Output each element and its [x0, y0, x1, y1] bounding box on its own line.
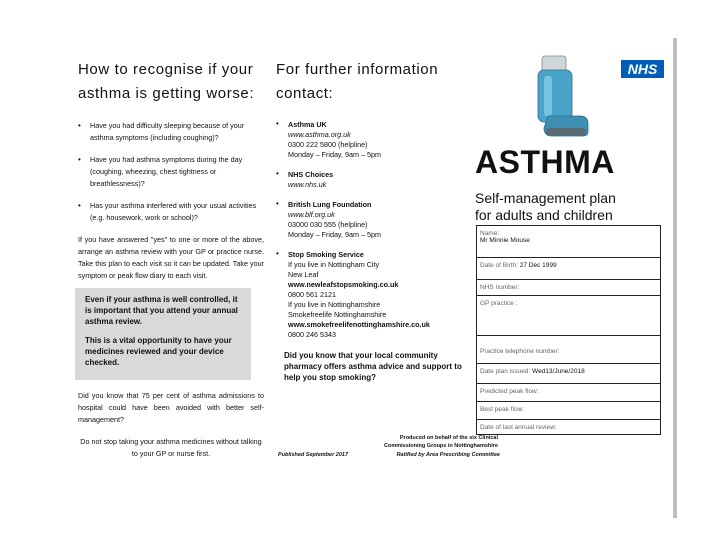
- list-item: • Has your asthma interfered with your usual activities (e.g. housework, work or school)?: [78, 200, 264, 224]
- ratified-by: Ratified by Area Prescribing Committee: [396, 452, 500, 458]
- contact-phone: 03000 030 555 (helpline): [288, 220, 368, 229]
- production-note: [278, 434, 498, 450]
- page-title: ASTHMA: [475, 144, 615, 180]
- contact-name: • Stop Smoking Service: [288, 250, 364, 259]
- review-advice-paragraph: If you have answered "yes" to one or more of the above, arrange an asthma review with your GP or practice nurse. Take this plan to each visit so it can be updated. Take your symptom or peak flow diary to each visit.: [78, 235, 264, 280]
- further-info-column: [276, 58, 466, 383]
- contact-list: [276, 120, 466, 340]
- publication-row: [278, 452, 500, 458]
- contact-name: • British Lung Foundation: [288, 200, 372, 209]
- contact-area-city: If you live in Nottingham City: [288, 260, 380, 269]
- production-note-line1: Produced on behalf of the six Clinical: [399, 435, 498, 441]
- inhaler-icon: [522, 54, 594, 138]
- contact-website-link[interactable]: www.asthma.org.uk: [288, 130, 351, 139]
- best-peak-flow-field[interactable]: [477, 401, 660, 419]
- published-date: Published September 2017: [278, 452, 348, 458]
- last-review-date-field[interactable]: [477, 419, 660, 436]
- contact-service-name: New Leaf: [288, 270, 319, 279]
- contact-service-name: Smokefreelife Nottinghamshire: [288, 310, 387, 319]
- patient-details-form: [476, 225, 661, 435]
- contact-stop-smoking-service: [276, 250, 466, 340]
- admissions-fact-paragraph: Did you know that 75 per cent of asthma admissions to hospital could have been avoided with better self-management?: [78, 391, 264, 424]
- field-label: GP practice :: [480, 300, 518, 307]
- dob-value: 27 Dec 1999: [519, 262, 557, 269]
- info-heading-line2: contact:: [276, 85, 334, 102]
- warning-heading-line1: How to recognise if your: [78, 61, 254, 78]
- field-label: Name:: [480, 230, 500, 237]
- issued-field-label: [480, 368, 585, 375]
- field-label: Best peak flow:: [480, 406, 525, 413]
- contact-asthma-uk: [276, 120, 466, 160]
- contact-website-link[interactable]: www.blf.org.uk: [288, 210, 335, 219]
- date-plan-issued-field[interactable]: [477, 363, 660, 383]
- further-info-heading: [276, 58, 466, 106]
- contact-hours: Monday – Friday, 9am – 5pm: [288, 150, 381, 159]
- contact-website-link[interactable]: www.nhs.uk: [288, 180, 327, 189]
- gp-practice-field[interactable]: [477, 295, 660, 335]
- subtitle-line1: Self-management plan: [475, 190, 616, 206]
- field-label: Predicted peak flow:: [480, 388, 539, 395]
- warning-signs-list: [78, 120, 264, 224]
- name-value: Mr Minnie Mouse: [480, 237, 530, 244]
- page-subtitle: [475, 190, 675, 224]
- contact-phone: 0300 222 5800 (helpline): [288, 140, 368, 149]
- practice-telephone-field[interactable]: [477, 335, 660, 363]
- warning-heading-line2: asthma is getting worse:: [78, 85, 255, 102]
- info-heading-line1: For further information: [276, 61, 439, 78]
- field-label: Date of last annual review:: [480, 424, 557, 431]
- field-label: Practice telephone number:: [480, 348, 560, 355]
- contact-phone: 0800 246 5343: [288, 330, 336, 339]
- publication-footer: [278, 434, 500, 458]
- subtitle-line2: for adults and children: [475, 207, 613, 223]
- name-field[interactable]: [477, 226, 660, 257]
- annual-review-box: [75, 288, 251, 380]
- page-edge-shadow: [673, 38, 677, 518]
- nhs-number-field[interactable]: [477, 279, 660, 295]
- field-label: NHS number:: [480, 284, 520, 291]
- contact-name: • NHS Choices: [288, 170, 334, 179]
- contact-name: • Asthma UK: [288, 120, 327, 129]
- contact-website-link[interactable]: www.newleafstopsmoking.co.uk: [288, 280, 399, 289]
- contact-nhs-choices: [276, 170, 466, 190]
- dob-field-label: [480, 262, 557, 269]
- issued-value: Wed13/June/2018: [532, 368, 585, 375]
- annual-review-text: Even if your asthma is well controlled, it is important that you attend your annual asthma review.: [85, 295, 238, 326]
- contact-phone: 0800 561 2121: [288, 290, 336, 299]
- contact-website-link[interactable]: www.smokefreelifenottinghamshire.co.uk: [288, 320, 430, 329]
- nhs-logo: NHS: [621, 60, 664, 78]
- warning-signs-column: [78, 58, 264, 460]
- name-field-label: [480, 230, 530, 244]
- field-label: Date of Birth:: [480, 262, 518, 269]
- pharmacy-note: Did you know that your local community pharmacy offers asthma advice and support to help you stop smoking?: [284, 351, 462, 382]
- medicine-review-text: This is a vital opportunity to have your medicines reviewed and your device checked.: [85, 336, 232, 367]
- field-label: Date plan issued:: [480, 368, 531, 375]
- list-item: • Have you had difficulty sleeping because of your asthma symptoms (including coughing)?: [78, 120, 264, 144]
- contact-area-county: If you live in Nottinghamshire: [288, 300, 381, 309]
- contact-hours: Monday – Friday, 9am – 5pm: [288, 230, 381, 239]
- predicted-peak-flow-field[interactable]: [477, 383, 660, 401]
- contact-british-lung-foundation: [276, 200, 466, 240]
- list-item: • Have you had asthma symptoms during the day (coughing, wheezing, chest tightness or breathlessness)?: [78, 154, 264, 190]
- do-not-stop-note: Do not stop taking your asthma medicines without talking to your GP or nurse first.: [80, 437, 262, 458]
- production-note-line2: Commissioning Groups in Nottinghamshire: [384, 443, 498, 449]
- dob-field[interactable]: [477, 257, 660, 279]
- warning-signs-heading: [78, 58, 264, 106]
